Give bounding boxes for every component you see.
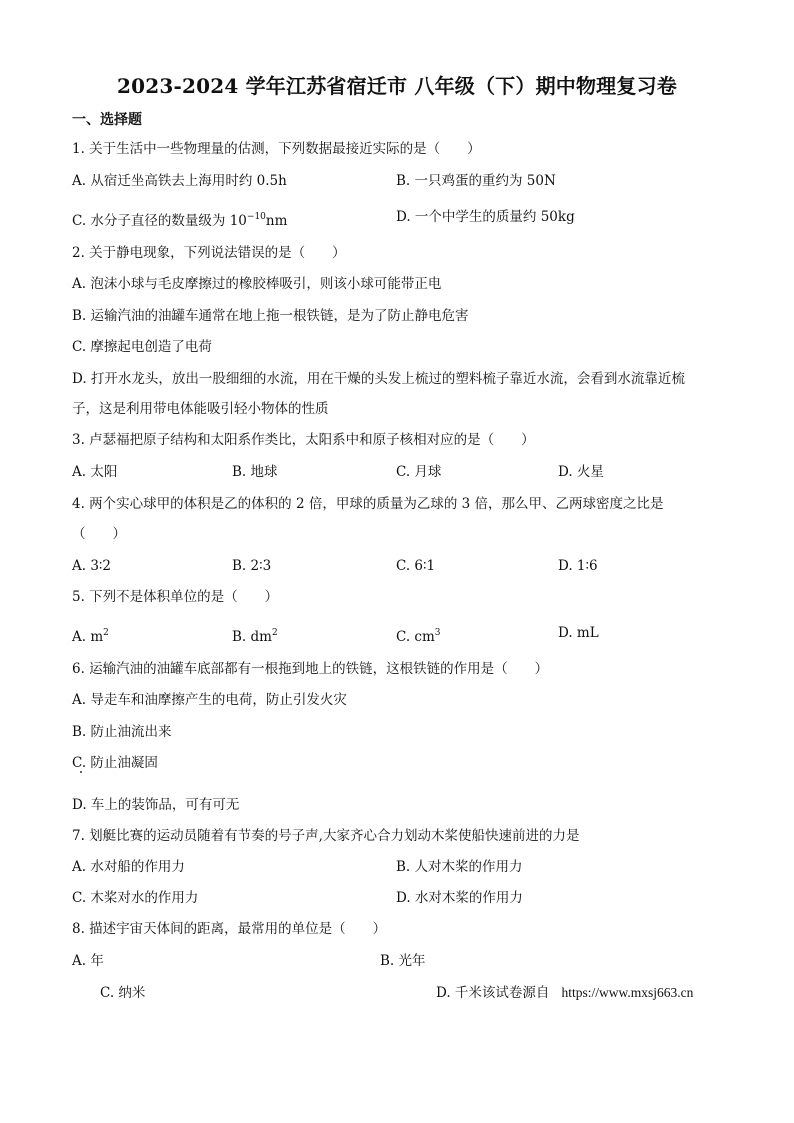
- q8-option-d-text: D. 千米该试卷源自: [436, 985, 550, 1001]
- q4-option-d: D. 1∶6: [558, 558, 598, 574]
- stray-dot-mark: [80, 771, 82, 773]
- q1-option-c-text: C. 水分子直径的数量级为 10: [72, 213, 247, 229]
- q5-option-b: [232, 623, 278, 647]
- question-7-stem: 7. 划艇比赛的运动员随着有节奏的号子声,大家齐心合力划动木桨使船快速前进的力是: [72, 828, 580, 844]
- q3-option-a: A. 太阳: [72, 464, 118, 480]
- q5-option-b-exponent: 2: [271, 628, 278, 638]
- q8-option-c: C. 纳米: [100, 985, 146, 1001]
- q2-option-b: B. 运输汽油的油罐车通常在地上拖一根铁链，是为了防止静电危害: [72, 308, 469, 324]
- q5-option-a-text: A. m: [72, 629, 104, 645]
- q2-option-d-line2: 子，这是利用带电体能吸引轻小物体的性质: [72, 401, 329, 417]
- q1-option-c-exponent: −10: [246, 212, 266, 222]
- q5-option-a-exponent: 2: [103, 628, 109, 638]
- q2-option-c: C. 摩擦起电创造了电荷: [72, 339, 212, 355]
- source-url: https://www.mxsj663.cn: [561, 985, 694, 1000]
- q5-option-c-exponent: 3: [434, 628, 441, 638]
- q5-option-b-text: B. dm: [232, 629, 272, 645]
- q2-option-d-line1: D. 打开水龙头，放出一股细细的水流，用在干燥的头发上梳过的塑料梳子靠近水流，会看到水流靠近梳: [72, 371, 685, 387]
- q1-option-a: A. 从宿迁坐高铁去上海用时约 0.5h: [72, 173, 287, 189]
- q3-option-c: C. 月球: [396, 464, 442, 480]
- q6-option-a: A. 导走车和油摩擦产生的电荷，防止引发火灾: [72, 692, 347, 708]
- question-1-stem: 1. 关于生活中一些物理量的估测，下列数据最接近实际的是（ ）: [72, 141, 481, 157]
- q8-option-a: A. 年: [72, 953, 104, 969]
- question-6-stem: 6. 运输汽油的油罐车底部都有一根拖到地上的铁链，这根铁链的作用是（ ）: [72, 661, 549, 677]
- q6-option-d: D. 车上的装饰品，可有可无: [72, 797, 240, 813]
- question-4-stem-cont: （ ）: [72, 526, 126, 542]
- page-title: 2023-2024 学年江苏省宿迁市 八年级（下）期中物理复习卷: [117, 74, 677, 98]
- q4-option-a: A. 3∶2: [72, 558, 112, 574]
- q6-option-b: B. 防止油流出来: [72, 724, 172, 740]
- q8-option-d: [436, 983, 693, 1003]
- q5-option-c-text: C. cm: [396, 629, 435, 645]
- q1-option-b: B. 一只鸡蛋的重约为 50N: [396, 173, 556, 189]
- q3-option-d: D. 火星: [558, 464, 604, 480]
- q2-option-a: A. 泡沫小球与毛皮摩擦过的橡胶棒吸引，则该小球可能带正电: [72, 276, 442, 292]
- question-4-stem: 4. 两个实心球甲的体积是乙的体积的 2 倍，甲球的质量为乙球的 3 倍，那么甲、乙两球密度之比是: [72, 496, 664, 512]
- q5-option-c: [396, 623, 441, 647]
- q7-option-a: A. 水对船的作用力: [72, 859, 185, 875]
- section-heading: 一、选择题: [72, 112, 142, 128]
- q1-option-c-unit: nm: [265, 213, 288, 229]
- q1-option-d: D. 一个中学生的质量约 50kg: [396, 209, 575, 225]
- q7-option-d: D. 水对木桨的作用力: [396, 890, 523, 906]
- q4-option-b: B. 2∶3: [232, 558, 272, 574]
- q3-option-b: B. 地球: [232, 464, 278, 480]
- q8-option-b: B. 光年: [380, 953, 426, 969]
- q5-option-a: [72, 623, 109, 647]
- question-2-stem: 2. 关于静电现象，下列说法错误的是（ ）: [72, 245, 346, 261]
- q5-option-d: D. mL: [558, 625, 599, 641]
- q7-option-c: C. 木桨对水的作用力: [72, 890, 199, 906]
- question-5-stem: 5. 下列不是体积单位的是（ ）: [72, 589, 279, 605]
- question-3-stem: 3. 卢瑟福把原子结构和太阳系作类比，太阳系中和原子核相对应的是（ ）: [72, 432, 535, 448]
- question-8-stem: 8. 描述宇宙天体间的距离，最常用的单位是（ ）: [72, 921, 387, 937]
- q1-option-c: [72, 207, 287, 231]
- q6-option-c: C. 防止油凝固: [72, 755, 158, 771]
- q4-option-c: C. 6∶1: [396, 558, 436, 574]
- q7-option-b: B. 人对木桨的作用力: [396, 859, 523, 875]
